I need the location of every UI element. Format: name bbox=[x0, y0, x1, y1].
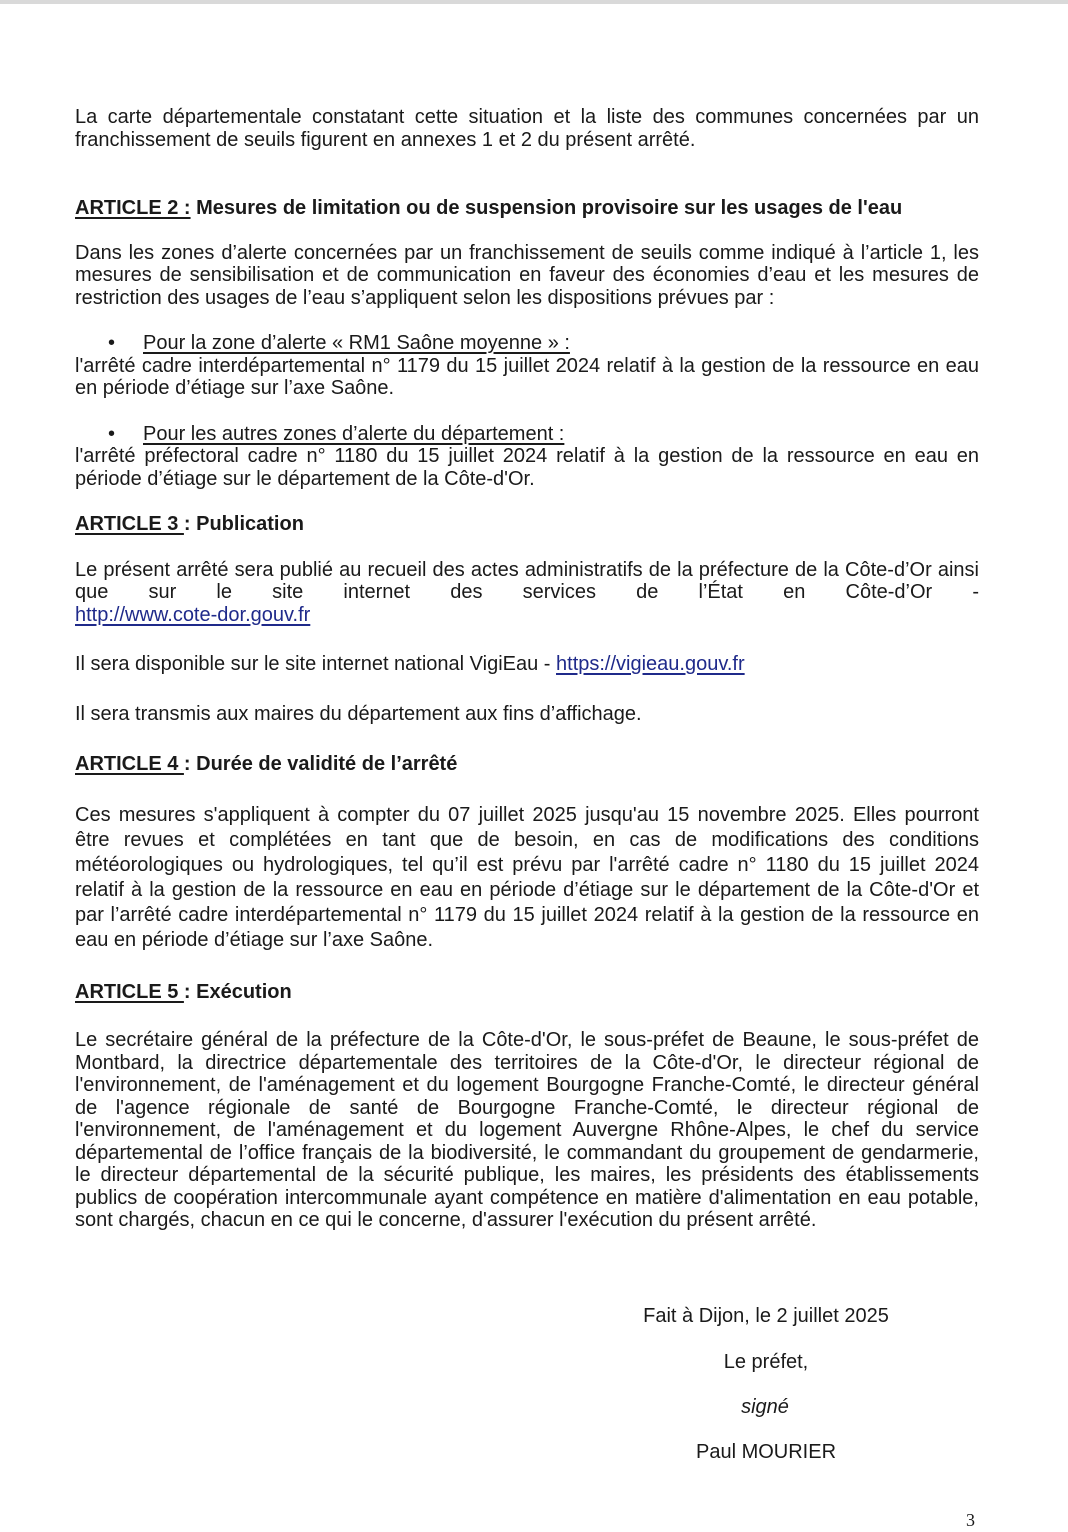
bullet-2-heading bbox=[75, 423, 979, 446]
article-4-body: Ces mesures s'appliquent à compter du 07 juillet 2025 jusqu'au 15 novembre 2025. Elles pourront être revues et complétées en tant que de besoin, en cas de modifications des conditions météorologiques ou hydrologiques, tel qu’il est prévu par l'arrêté cadre n° 1180 du 15 juillet 2024 relatif à la gestion de la ressource en eau en période d’étiage sur le département de la Côte-d'Or et par l’arrêté cadre interdépartemental n° 1179 du 15 juillet 2024 relatif à la gestion de la ressource en eau en période d’étiage sur l’axe Saône. bbox=[75, 803, 979, 951]
bullet-1-text: l'arrêté cadre interdépartemental n° 1179 du 15 juillet 2024 relatif à la gestion de la ressource en eau en période d’étiage sur l’axe Saône. bbox=[75, 354, 979, 399]
intro-paragraph: La carte départementale constatant cette situation et la liste des communes concernées par un franchissement de seuils figurent en annexes 1 et 2 du présent arrêté. bbox=[75, 106, 979, 151]
article-2-label: ARTICLE 2 : bbox=[75, 197, 191, 219]
article-4-heading bbox=[75, 753, 979, 776]
prefecture-link[interactable]: http://www.cote-dor.gouv.fr bbox=[75, 603, 311, 626]
signature-place-date: Fait à Dijon, le 2 juillet 2025 bbox=[643, 1305, 889, 1327]
document-page bbox=[75, 106, 979, 1232]
article-4-title: : Durée de validité de l’arrêté bbox=[183, 753, 458, 775]
bullet-dot-icon: • bbox=[108, 422, 116, 445]
bullet-1-heading bbox=[75, 332, 979, 355]
signature-signed: signé bbox=[741, 1396, 789, 1418]
bullet-dot-icon: • bbox=[108, 332, 116, 354]
vigieau-line bbox=[75, 653, 979, 676]
article-5-heading bbox=[75, 981, 979, 1004]
article-3-heading bbox=[75, 513, 979, 536]
article-2-heading bbox=[75, 197, 979, 220]
bullet-2-label: Pour les autres zones d’alerte du département : bbox=[143, 422, 565, 445]
article-5-title: : Exécution bbox=[183, 980, 292, 1003]
mayors-line: Il sera transmis aux maires du département aux fins d’affichage. bbox=[75, 702, 642, 725]
article-3-title: : Publication bbox=[183, 513, 304, 535]
page-number: 3 bbox=[966, 1510, 975, 1530]
article-2-title: Mesures de limitation ou de suspension provisoire sur les usages de l'eau bbox=[190, 197, 903, 219]
article-3-label: ARTICLE 3 bbox=[75, 513, 184, 535]
article-3-body: Le présent arrêté sera publié au recueil des actes administratifs de la préfecture de la Côte-d’Or ainsi que sur le site internet des services de l’État en Côte-d’Or - bbox=[75, 558, 979, 603]
bullet-2-text: l'arrêté préfectoral cadre n° 1180 du 15 juillet 2024 relatif à la gestion de la ressource en eau en période d’étiage sur le département de la Côte-d'Or. bbox=[75, 445, 979, 490]
article-2-body: Dans les zones d’alerte concernées par un franchissement de seuils comme indiqué à l’article 1, les mesures de sensibilisation et de communication en faveur des économies d’eau et les mesures de restriction des usages de l’eau s’appliquent selon les dispositions prévues par : bbox=[75, 241, 979, 309]
vigieau-text: Il sera disponible sur le site internet national VigiEau - bbox=[75, 653, 557, 675]
bullet-1-label: Pour la zone d’alerte « RM1 Saône moyenne » : bbox=[143, 332, 570, 354]
top-border bbox=[0, 0, 1068, 4]
article-4-label: ARTICLE 4 bbox=[75, 753, 184, 775]
article-5-body: Le secrétaire général de la préfecture de la Côte-d'Or, le sous-préfet de Beaune, le sous-préfet de Montbard, la directrice départementale des territoires de la Côte-d'Or, le directeur régional de l'environnement, de l'aménagement et du logement Bourgogne Franche-Comté, le directeur général de l'agence régionale de santé de Bourgogne Franche-Comté, le directeur régional de l'environnement, de l'aménagement et du logement Auvergne Rhône-Alpes, le chef du service départemental de l’office français de la biodiversité, le commandant du groupement de gendarmerie, le directeur départemental de la sécurité publique, les maires, les présidents des établissements publics de coopération intercommunale ayant compétence en matière d'alimentation en eau potable, sont chargés, chacun en ce qui le concerne, d'assurer l'exécution du présent arrêté. bbox=[75, 1029, 979, 1231]
article-5-label: ARTICLE 5 bbox=[75, 980, 184, 1003]
article-3-link-line bbox=[75, 604, 979, 627]
vigieau-link[interactable]: https://vigieau.gouv.fr bbox=[556, 653, 745, 675]
signature-role: Le préfet, bbox=[723, 1351, 809, 1373]
signature-name: Paul MOURIER bbox=[695, 1441, 837, 1463]
